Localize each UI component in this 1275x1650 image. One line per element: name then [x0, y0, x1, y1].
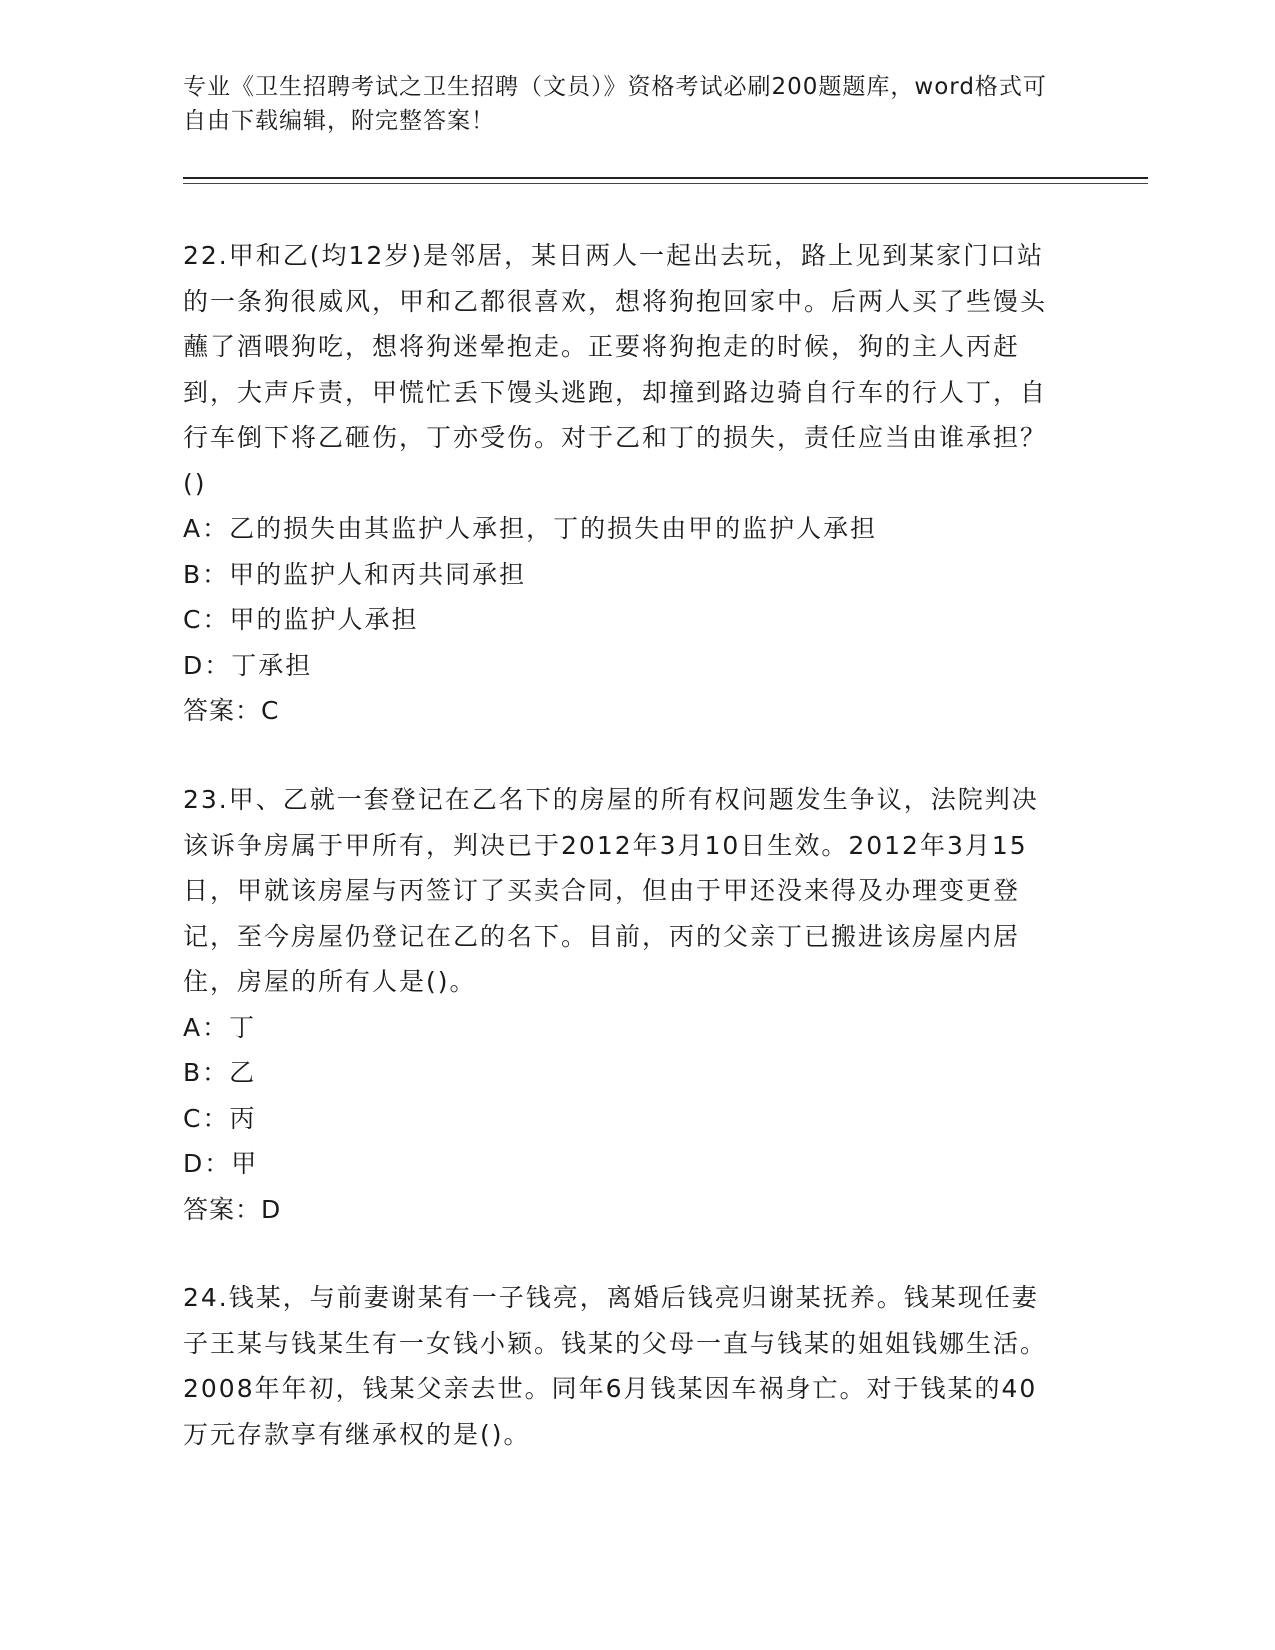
option-d: D：丁承担 [183, 650, 313, 680]
header-rule-thin [183, 183, 1148, 184]
document-header [183, 70, 1063, 138]
option-a: A：乙的损失由其监护人承担，丁的损失由甲的监护人承担 [183, 514, 878, 543]
question-22 [183, 233, 1063, 734]
question-stem: 23.甲、乙就一套登记在乙名下的房屋的所有权问题发生争议，法院判决该诉争房属于甲所有，判决已于2012年3月10日生效。2012年3月15日，甲就该房屋与丙签订了买卖合同，但由于甲还没来得及办理变更登记，至今房屋仍登记在乙的名下。目前，丙的父亲丁已搬进该房屋内居住，房屋的所有人是()。 [183, 785, 1039, 996]
option-c: C：丙 [183, 1103, 257, 1133]
question-stem: 24.钱某，与前妻谢某有一子钱亮，离婚后钱亮归谢某抚养。钱某现任妻子王某与钱某生有一女钱小颖。钱某的父母一直与钱某的姐姐钱娜生活。2008年年初，钱某父亲去世。同年6月钱某因车祸身亡。对于钱某的40万元存款享有继承权的是()。 [183, 1283, 1048, 1449]
header-rule [183, 177, 1148, 179]
option-d: D：甲 [183, 1149, 259, 1178]
option-b: B：乙 [183, 1058, 257, 1087]
option-c: C：甲的监护人承担 [183, 605, 419, 634]
question-23 [183, 777, 1063, 1232]
option-b: B：甲的监护人和丙共同承担 [183, 559, 527, 589]
question-stem: 22.甲和乙(均12岁)是邻居，某日两人一起出去玩，路上见到某家门口站的一条狗很威风，甲和乙都很喜欢，想将狗抱回家中。后两人买了些馒头蘸了酒喂狗吃，想将狗迷晕抱走。正要将狗抱走的时候，狗的主人丙赶到，大声斥责，甲慌忙丢下馒头逃跑，却撞到路边骑自行车的行人丁，自行车倒下将乙砸伤，丁亦受伤。对于乙和丁的损失，责任应当由谁承担？() [183, 241, 1048, 498]
answer: 答案：C [183, 696, 280, 725]
question-24 [183, 1275, 1063, 1457]
option-a: A：丁 [183, 1012, 257, 1042]
header-title: 专业《卫生招聘考试之卫生招聘（文员）》资格考试必刷200题题库，word格式可自由下载编辑，附完整答案！ [183, 74, 1047, 134]
answer: 答案：D [183, 1194, 282, 1224]
